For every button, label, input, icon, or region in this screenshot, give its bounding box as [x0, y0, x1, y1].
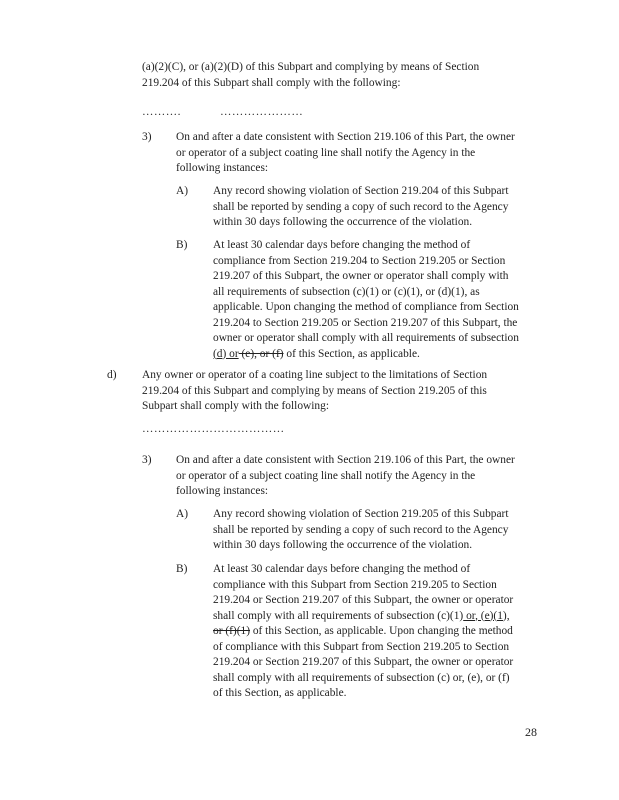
paragraph-line: On and after a date consistent with Section 219.106 of this Part, the owner — [176, 454, 515, 466]
ellipsis: ………. — [142, 106, 182, 118]
ellipsis: ……………………………… — [142, 423, 285, 435]
paragraph-line: following instances: — [176, 485, 269, 497]
paragraph-line: of this Section, as applicable. — [213, 687, 347, 699]
paragraph-line — [213, 624, 513, 640]
paragraph-line: Any owner or operator of a coating line subject to the limitations of Section — [142, 369, 488, 381]
inserted-text: (d) or — [213, 347, 239, 360]
item-label: d) — [107, 369, 117, 381]
paragraph-line: within 30 days following the occurrence of the violation. — [213, 216, 473, 228]
paragraph-line: 219.207 of this Subpart, the owner or operator shall comply with — [213, 270, 509, 282]
paragraph-line: 219.204 or Section 219.207 of this Subpart, the owner or operator — [213, 594, 514, 606]
inserted-text: or, (e)(1), — [463, 609, 510, 622]
paragraph-line: shall be reported by sending a copy of such record to the Agency — [213, 200, 509, 213]
item-c3a-paragraph — [213, 184, 509, 231]
paragraph-line: compliance with this Subpart from Section 219.205 to Section — [213, 578, 497, 591]
item-label: 3) — [142, 454, 152, 466]
paragraph-line: within 30 days following the occurrence of the violation. — [213, 539, 473, 551]
paragraph-line — [213, 347, 519, 363]
subitem-label: B) — [176, 239, 188, 251]
paragraph-line: shall be reported by sending a copy of such record to the Agency — [213, 523, 509, 536]
paragraph-line: On and after a date consistent with Section 219.106 of this Part, the owner — [176, 131, 515, 143]
paragraph-line: or operator of a subject coating line shall notify the Agency in the — [176, 469, 476, 482]
paragraph-line: following instances: — [176, 162, 269, 174]
paragraph-line: At least 30 calendar days before changing the method of — [213, 563, 471, 575]
subitem-label: B) — [176, 563, 188, 575]
item-d-paragraph — [142, 368, 487, 415]
page-number: 28 — [525, 725, 537, 739]
deleted-text: or (f)(1) — [213, 625, 250, 637]
paragraph-line: owner or operator shall comply with all requirements of subsection — [213, 332, 519, 344]
text-run: shall comply with all requirements of subsection (c)(1) — [213, 609, 464, 622]
item-d3a-paragraph — [213, 507, 509, 554]
intro-paragraph — [142, 60, 479, 91]
paragraph-line: 219.204 of this Subpart and complying by means of Section 219.205 of this — [142, 384, 487, 397]
paragraph-line: of compliance with this Subpart from Section 219.205 to Section — [213, 640, 510, 653]
subitem-label: A) — [176, 508, 189, 520]
intro-line: (a)(2)(C), or (a)(2)(D) of this Subpart and complying by means of Section — [142, 61, 480, 73]
paragraph-line: Any record showing violation of Section 219.204 of this Subpart — [213, 185, 509, 197]
deleted-text: (e), or (f) — [238, 347, 284, 360]
paragraph-line: all requirements of subsection (c)(1) or (c)(1), or (d)(1), as — [213, 285, 480, 298]
item-c3b-paragraph — [213, 238, 519, 362]
text-run: of this Section, as applicable. Upon changing the method — [250, 625, 513, 637]
paragraph-line: shall comply with all requirements of subsection (c) or, (e), or (f) — [213, 671, 510, 684]
item-label: 3) — [142, 131, 152, 143]
intro-line: 219.204 of this Subpart shall comply with the following: — [142, 76, 401, 89]
item-d3-paragraph — [176, 453, 515, 500]
paragraph-line: 219.204 or Section 219.207 of this Subpart, the owner or operator — [213, 656, 514, 668]
paragraph-line: Subpart shall comply with the following: — [142, 400, 329, 412]
item-d3b-paragraph — [213, 562, 513, 702]
subitem-label: A) — [176, 185, 189, 197]
paragraph-line: applicable. Upon changing the method of compliance from Section — [213, 301, 519, 313]
paragraph-line: or operator of a subject coating line shall notify the Agency in the — [176, 146, 476, 159]
ellipsis: ………………… — [220, 106, 304, 118]
paragraph-line: compliance from Section 219.204 to Section 219.205 or Section — [213, 254, 506, 267]
paragraph-line: Any record showing violation of Section 219.205 of this Subpart — [213, 508, 509, 520]
paragraph-line — [213, 609, 513, 625]
item-c3-paragraph — [176, 130, 515, 177]
paragraph-line: At least 30 calendar days before changing the method of — [213, 239, 471, 251]
text-run: of this Section, as applicable. — [283, 347, 420, 360]
paragraph-line: 219.204 to Section 219.205 or Section 219.207 of this Subpart, the — [213, 316, 518, 329]
